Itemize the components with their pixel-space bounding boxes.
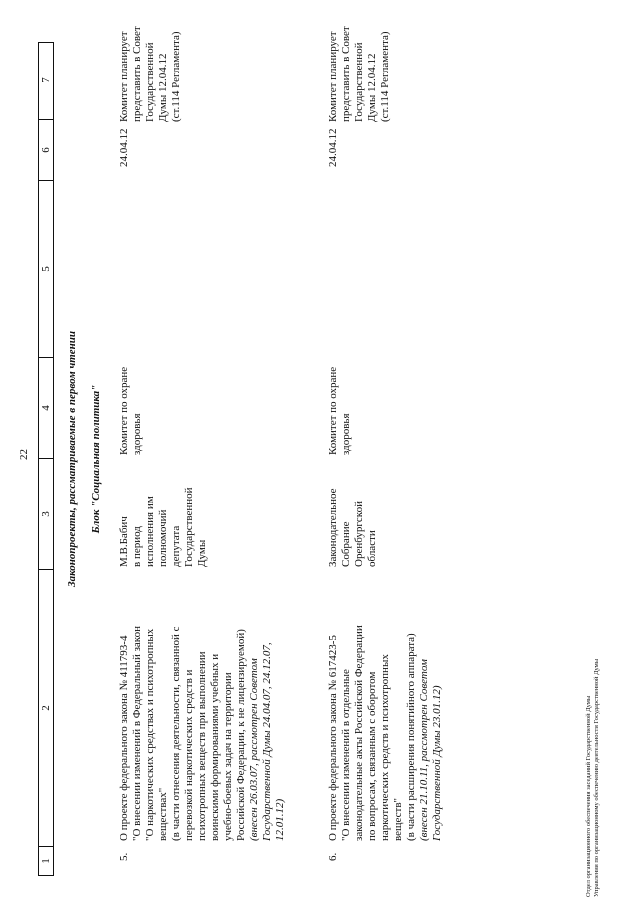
table-header-row <box>38 42 54 876</box>
remark-line: представить в Совет <box>131 26 143 122</box>
bill-title-line: веществ" <box>392 797 404 841</box>
consideration-date: 24.04.12 <box>118 128 130 167</box>
bill-title-line: воинскими формированиями учебных и <box>209 653 221 841</box>
bill-note <box>418 571 444 841</box>
author-line: в период <box>131 526 143 567</box>
committee-line: Комитет по охране <box>327 366 339 455</box>
committee-line: здоровья <box>340 413 352 455</box>
author-line: полномочий <box>157 509 169 567</box>
header-col-4: 4 <box>39 358 53 459</box>
bill-title-line: "О внесении изменений в отдельные <box>340 669 352 841</box>
bill-title-line: Российской Федерации, к не лицензируемой) <box>235 629 247 841</box>
bill-author <box>118 459 209 567</box>
remark-line: (ст.114 Регламента) <box>170 31 182 122</box>
remark-line: Комитет планирует <box>118 31 130 122</box>
author-line: Оренбургской <box>353 501 365 567</box>
author-line: Собрание <box>340 521 352 567</box>
author-line: Государственной <box>183 487 195 567</box>
bill-title-line: перевозкой наркотических средств и <box>183 669 195 841</box>
remark-line: представить в Совет <box>340 26 352 122</box>
bill-title-line: веществах" <box>157 787 169 841</box>
header-col-6: 6 <box>39 120 53 181</box>
bill-note-line: (внесен 21.10.11, рассмотрен Советом <box>418 659 430 841</box>
bill-title-line: по вопросам, связанным с оборотом <box>366 671 378 841</box>
remark-line: Государственной <box>353 42 365 122</box>
bill-title-line: наркотических средств и психотропных <box>379 654 391 841</box>
consideration-date: 24.04.12 <box>327 128 339 167</box>
footer <box>585 659 601 897</box>
block-title: Блок "Социальная политика" <box>90 384 102 534</box>
author-line: Законодательное <box>327 488 339 567</box>
author-line: исполнения им <box>144 496 156 567</box>
bill-note <box>248 571 287 841</box>
page-number: 22 <box>18 449 30 460</box>
bill-note-line: Государственной Думы 24.04.07, 24.12.07, <box>261 642 273 841</box>
bill-title-line: О проекте федерального закона № 411793-4 <box>118 635 130 841</box>
responsible-committee <box>327 345 353 455</box>
section-title: Законопроекты, рассматриваемые в первом чтении <box>66 331 78 587</box>
remark-line: Государственной <box>144 42 156 122</box>
header-col-3: 3 <box>39 459 53 570</box>
remark <box>118 7 183 122</box>
bill-title-line: психотропных веществ при выполнении <box>196 651 208 841</box>
footer-line-2: Управления по организационному обеспечению деятельности Государственной Думы <box>593 658 600 897</box>
bill-author <box>327 459 379 567</box>
row-number: 5. <box>118 852 130 861</box>
author-line: депутата <box>170 525 182 567</box>
bill-note-line: (внесен 26.03.07, рассмотрен Советом <box>248 658 260 841</box>
bill-title-line: О проекте федерального закона № 617423-5 <box>327 635 339 841</box>
bill-note-line: 12.01.12) <box>274 798 286 841</box>
bill-title-line: (в части расширения понятийного аппарата) <box>405 633 417 841</box>
author-line: области <box>366 530 378 567</box>
committee-line: Комитет по охране <box>118 366 130 455</box>
responsible-committee <box>118 345 144 455</box>
footer-line-1: Отдел организационного обеспечения заседаний Государственной Думы <box>585 695 592 897</box>
remark-line: Думы 12.04.12 <box>366 53 378 122</box>
remark-line: (ст.114 Регламента) <box>379 31 391 122</box>
committee-line: здоровья <box>131 413 143 455</box>
header-col-7: 7 <box>39 41 53 120</box>
bill-title-line: учебно-боевых задач на территории <box>222 672 234 841</box>
author-line: М.В.Бабич <box>118 516 130 567</box>
bill-title <box>327 571 444 841</box>
header-col-1: 1 <box>40 858 52 864</box>
bill-note-line: Государственной Думы 23.01.12) <box>431 685 443 841</box>
bill-title <box>118 571 287 841</box>
bill-title-line: (в части отнесения деятельности, связанной с <box>170 626 182 841</box>
remark-line: Комитет планирует <box>327 31 339 122</box>
remark-line: Думы 12.04.12 <box>157 53 169 122</box>
bill-title-line: законодательные акты Российской Федерации <box>353 625 365 841</box>
header-col-5: 5 <box>39 181 53 358</box>
row-number: 6. <box>327 852 339 861</box>
remark <box>327 7 392 122</box>
author-line: Думы <box>196 539 208 567</box>
bill-title-line: "О наркотических средствах и психотропных <box>144 628 156 841</box>
header-col-2: 2 <box>39 570 53 847</box>
bill-title-line: "О внесении изменений в Федеральный закон <box>131 626 143 841</box>
